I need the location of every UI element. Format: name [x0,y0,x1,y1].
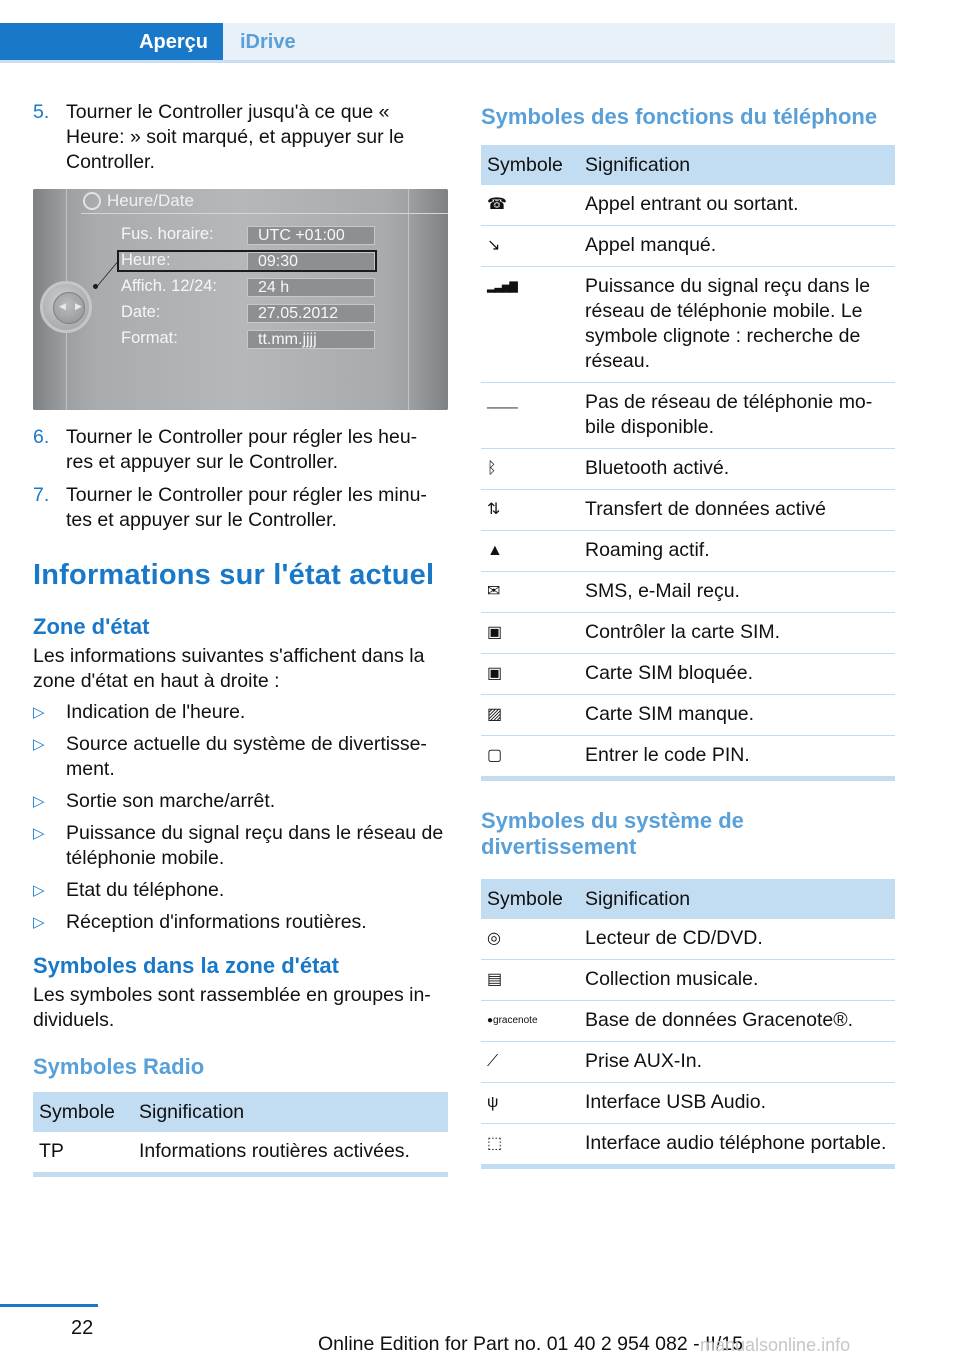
table-row [481,1083,895,1124]
triangle-bullet-icon: ▷ [33,882,45,899]
meaning-cell: Informations routières activées. [133,1132,448,1175]
entertainment-symbols-table [481,879,895,1169]
meaning-cell: Base de données Gracenote®. [579,1001,895,1042]
screen-row-value: 24 h [247,278,375,297]
screen-row-label: Format: [121,329,178,347]
meaning-cell: Roaming actif. [579,531,895,572]
missed-call-icon: ↘ [487,236,501,254]
triangle-bullet-icon: ▷ [33,825,45,842]
table-row [481,449,895,490]
meaning-cell: Appel entrant ou sortant. [579,185,895,226]
step-text: Tourner le Controller jusqu'à ce que « Heure: » soit marqué, et appuyer sur le Controller. [66,101,405,173]
meaning-cell: Carte SIM manque. [579,695,895,736]
no-network-icon: ▁▁▁▁ [487,396,517,409]
step-number: 5. [33,101,50,123]
col-symbol-header: Symbole [481,145,579,185]
watermark: manualsonline.info [700,1335,851,1355]
step-number: 6. [33,426,50,448]
symbols-zone-title: Symboles dans la zone d'état [33,953,339,978]
music-collection-icon: ▤ [487,970,503,988]
message-icon: ✉ [487,582,501,600]
triangle-bullet-icon: ▷ [33,793,45,810]
callout-dot [93,284,98,289]
phone-symbols-table [481,145,895,781]
entertainment-symbols-title: Symboles du système de divertissement [481,808,744,859]
left-column [33,100,448,1177]
meaning-cell: Entrer le code PIN. [579,736,895,779]
table-header-row [481,879,895,919]
signal-strength-icon: ▂▃▅▇ [487,280,517,293]
bluetooth-icon: ᛒ [487,459,497,477]
meaning-cell: Transfert de données activé [579,490,895,531]
radio-title: Symboles Radio [33,1054,205,1079]
step-6 [33,425,448,475]
footer-edition: Online Edition for Part no. 01 40 2 954 082 - II/15 [318,1333,743,1355]
meaning-cell: Collection musicale. [579,960,895,1001]
sim-check-icon: ▣ [487,623,503,641]
table-row [481,267,895,383]
list-item: ▷ Puissance du signal reçu dans le réseau de téléphonie mobile. [33,822,444,869]
zone-intro: Les informations suivantes s'affichent dans la zone d'état en haut à droite : [33,645,425,692]
table-row [33,1132,448,1175]
section-title: Informations sur l'état actuel [33,559,435,591]
meaning-cell: Appel manqué. [579,226,895,267]
pin-entry-icon: ▢ [487,746,503,764]
list-item: ▷ Etat du téléphone. [33,879,225,901]
gracenote-logo-icon: ●gracenote [487,1014,538,1026]
phone-symbols-title: Symboles des fonctions du téléphone [481,104,878,129]
triangle-bullet-icon: ▷ [33,914,45,931]
cd-dvd-icon: ◎ [487,929,501,947]
sim-missing-icon: ▨ [487,705,503,723]
table-row [481,960,895,1001]
list-item: ▷ Réception d'informations routières. [33,911,367,933]
step-text: Tourner le Controller pour régler les heu‐ res et appuyer sur le Controller. [66,426,418,473]
triangle-bullet-icon: ▷ [33,736,45,753]
col-symbol-header: Symbole [481,879,579,919]
list-item: ▷ Source actuelle du système de divertisse‐ ment. [33,733,427,780]
page-number: 22 [71,1317,94,1339]
table-header-row [481,145,895,185]
settings-gear-icon [83,192,101,210]
zone-list [33,700,448,935]
screen-bezel-right [408,189,448,410]
data-transfer-icon: ⇅ [487,500,501,518]
idrive-screen-image [33,189,448,410]
arrow-left-icon: ◀ [59,301,66,311]
step-number: 7. [33,484,50,506]
screen-selection-highlight [117,250,377,272]
screen-row-value: tt.mm.jjjj [247,330,375,349]
tab-idrive[interactable]: iDrive [223,23,895,61]
meaning-cell: SMS, e-Mail reçu. [579,572,895,613]
screen-row-label: Fus. horaire: [121,225,214,243]
meaning-cell: Lecteur de CD/DVD. [579,919,895,960]
screen-row-label: Heure: [121,251,171,269]
meaning-cell: Interface audio téléphone portable. [579,1124,895,1167]
table-row [481,695,895,736]
list-item: ▷ Indication de l'heure. [33,701,246,723]
col-meaning-header: Signification [133,1092,448,1132]
step-5 [33,100,448,175]
arrow-right-icon: ▶ [75,301,82,311]
table-row [481,490,895,531]
table-row [481,736,895,779]
table-row [481,919,895,960]
col-symbol-header: Symbole [33,1092,133,1132]
col-meaning-header: Signification [579,879,895,919]
tab-apercu[interactable]: Aperçu [0,23,223,61]
table-header-row [33,1092,448,1132]
meaning-cell: Prise AUX-In. [579,1042,895,1083]
meaning-cell: Carte SIM bloquée. [579,654,895,695]
table-row [481,383,895,449]
meaning-cell: Interface USB Audio. [579,1083,895,1124]
screen-row-value: UTC +01:00 [247,226,375,245]
usb-icon: ψ [487,1093,499,1111]
aux-in-icon: ⟋ [487,1052,499,1070]
meaning-cell: Contrôler la carte SIM. [579,613,895,654]
table-row [481,1001,895,1042]
meaning-cell: Bluetooth activé. [579,449,895,490]
phone-audio-icon: ⬚ [487,1134,503,1152]
footer-rule [0,1304,98,1307]
step-text: Tourner le Controller pour régler les minu‐ tes et appuyer sur le Controller. [66,484,427,531]
phone-handset-icon: ☎ [487,195,507,213]
table-row [481,613,895,654]
right-column [481,100,895,1169]
meaning-cell: Pas de réseau de téléphonie mo‐ bile disponible. [579,383,895,449]
triangle-bullet-icon: ▷ [33,704,45,721]
sim-locked-icon: ▣ [487,664,503,682]
screen-title: Heure/Date [107,191,194,210]
table-row [481,1124,895,1167]
table-row [481,531,895,572]
radio-symbols-table [33,1092,448,1177]
screen-divider [81,213,448,214]
roaming-icon: ▲ [487,541,503,559]
table-row [481,654,895,695]
symbol-cell: TP [33,1132,133,1175]
screen-row-value: 09:30 [247,252,375,271]
screen-row-label: Date: [121,303,161,321]
list-item: ▷ Sortie son marche/arrêt. [33,790,276,812]
header-tabs [0,23,895,63]
screen-row-label: Affich. 12/24: [121,277,218,295]
screen-row-value: 27.05.2012 [247,304,375,323]
col-meaning-header: Signification [579,145,895,185]
screen-header [83,191,194,211]
table-row [481,185,895,226]
header-rule [0,60,895,63]
table-row [481,226,895,267]
zone-title: Zone d'état [33,614,150,639]
table-row [481,1042,895,1083]
symbols-zone-text: Les symboles sont rassemblée en groupes in‐ dividuels. [33,984,431,1031]
step-7 [33,483,448,533]
table-row [481,572,895,613]
meaning-cell: Puissance du signal reçu dans le réseau de téléphonie mobile. Le symbole clignote : recherche de réseau. [579,267,895,383]
